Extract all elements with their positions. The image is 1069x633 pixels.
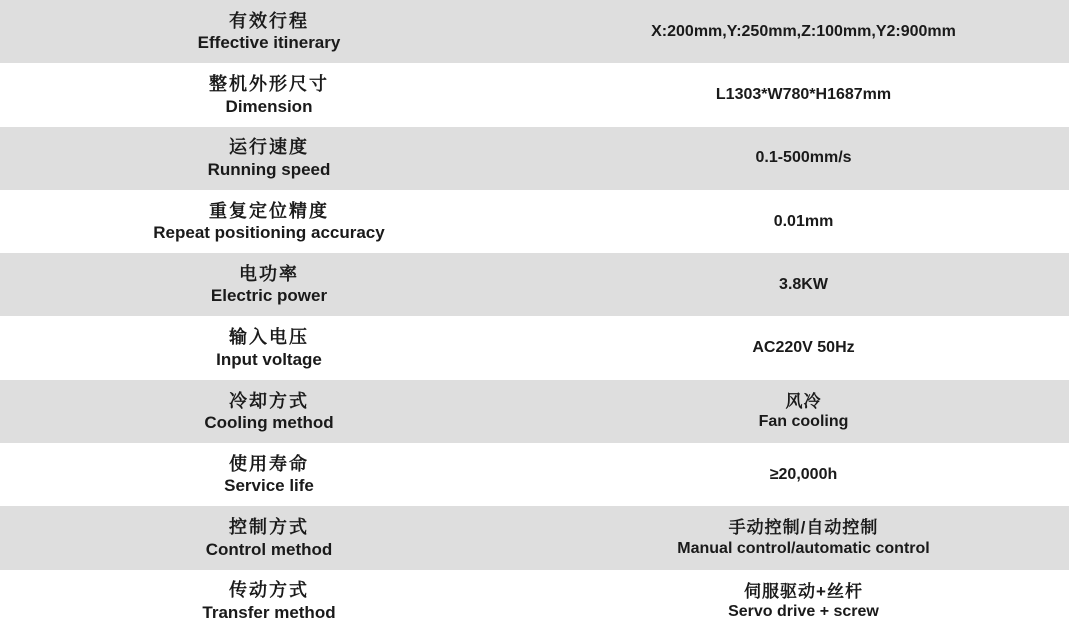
spec-label-english: Service life	[224, 476, 314, 496]
spec-label-cell	[0, 316, 538, 379]
spec-label-chinese: 整机外形尺寸	[209, 74, 329, 95]
spec-label-chinese: 运行速度	[229, 137, 309, 158]
spec-value-cell	[538, 253, 1069, 316]
spec-value-cell	[538, 570, 1069, 633]
table-row	[0, 380, 1069, 443]
spec-label-chinese: 重复定位精度	[209, 200, 329, 221]
spec-label-cell	[0, 380, 538, 443]
spec-value-cell	[538, 443, 1069, 506]
spec-value-text: L1303*W780*H1687mm	[715, 85, 892, 103]
spec-value-english: Servo drive + screw	[728, 602, 879, 620]
spec-label-chinese: 冷却方式	[229, 390, 309, 411]
spec-value-cell	[538, 380, 1069, 443]
table-row	[0, 190, 1069, 253]
spec-value-cell	[538, 316, 1069, 379]
spec-value-text: 3.8KW	[779, 275, 828, 293]
table-row	[0, 316, 1069, 379]
spec-value-english: Fan cooling	[758, 413, 849, 431]
spec-label-chinese: 有效行程	[229, 10, 309, 31]
table-row	[0, 506, 1069, 569]
table-row	[0, 0, 1069, 63]
spec-label-english: Cooling method	[204, 413, 334, 433]
spec-label-cell	[0, 253, 538, 316]
spec-value-cell	[538, 127, 1069, 190]
table-row	[0, 443, 1069, 506]
table-row	[0, 63, 1069, 126]
spec-value-cell	[538, 0, 1069, 63]
table-row	[0, 253, 1069, 316]
spec-value-english: Manual control/automatic control	[677, 539, 930, 557]
spec-label-english: Effective itinerary	[197, 33, 341, 53]
spec-label-english: Input voltage	[216, 349, 322, 369]
spec-value-text: X:200mm,Y:250mm,Z:100mm,Y2:900mm	[651, 22, 956, 40]
spec-value-text: 0.1-500mm/s	[755, 149, 852, 167]
spec-label-english: Transfer method	[202, 602, 336, 622]
spec-label-english: Dimension	[225, 96, 313, 116]
spec-value-chinese: 伺服驱动+丝杆	[744, 581, 863, 601]
spec-label-chinese: 使用寿命	[229, 453, 309, 474]
spec-label-english: Running speed	[207, 159, 331, 179]
spec-label-chinese: 传动方式	[229, 580, 309, 601]
spec-label-cell	[0, 63, 538, 126]
spec-value-chinese: 风冷	[785, 391, 822, 411]
spec-label-cell	[0, 570, 538, 633]
spec-value-chinese: 手动控制/自动控制	[728, 518, 879, 538]
spec-value-text: ≥20,000h	[769, 465, 838, 483]
spec-value-text: AC220V 50Hz	[752, 339, 855, 357]
spec-label-chinese: 控制方式	[229, 517, 309, 538]
spec-label-cell	[0, 0, 538, 63]
spec-label-cell	[0, 190, 538, 253]
table-row	[0, 570, 1069, 633]
table-row	[0, 127, 1069, 190]
spec-label-chinese: 电功率	[239, 263, 299, 284]
spec-label-english: Control method	[205, 539, 333, 559]
spec-label-english: Electric power	[210, 286, 328, 306]
spec-label-cell	[0, 127, 538, 190]
spec-value-cell	[538, 63, 1069, 126]
spec-value-cell	[538, 190, 1069, 253]
spec-label-cell	[0, 443, 538, 506]
spec-value-cell	[538, 506, 1069, 569]
spec-label-english: Repeat positioning accuracy	[153, 223, 385, 243]
spec-label-chinese: 输入电压	[229, 327, 309, 348]
spec-value-text: 0.01mm	[773, 212, 834, 230]
spec-label-cell	[0, 506, 538, 569]
